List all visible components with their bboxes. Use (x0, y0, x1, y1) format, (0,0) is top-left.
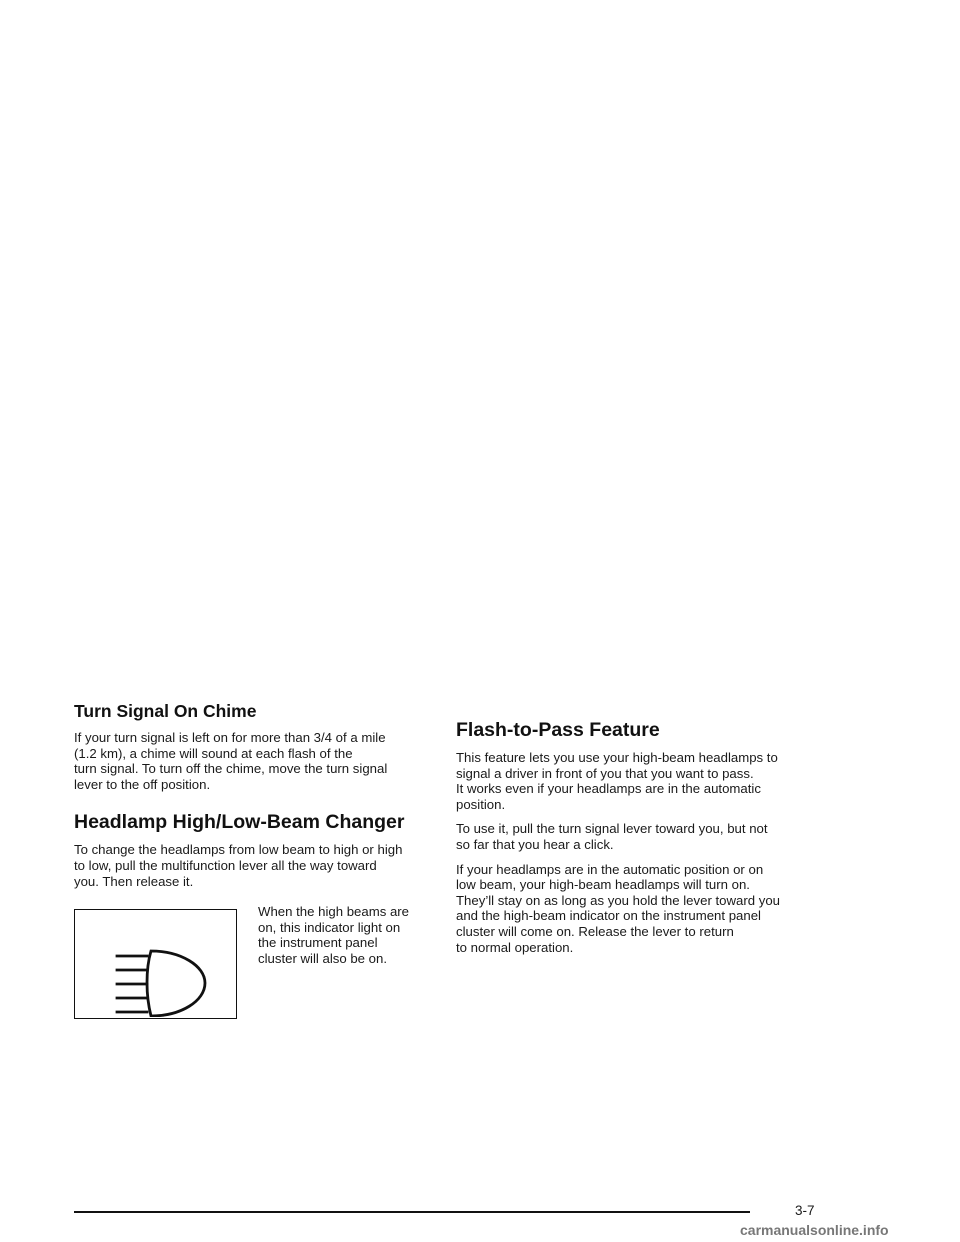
high-beam-indicator-icon (74, 909, 237, 1019)
right-column (456, 700, 826, 955)
headlamp-changer-heading: Headlamp High/Low-Beam Changer (74, 811, 405, 834)
page-number: 3-7 (795, 1203, 815, 1218)
left-column (74, 700, 436, 1024)
headlamp-changer-section (74, 810, 436, 1024)
turn-signal-chime-text: If your turn signal is left on for more than 3/4 of a mile (1.2 km), a chime will sound at each flash of the turn signal. To turn off the chime, move the turn signal lever to the off position. (74, 730, 388, 792)
watermark: carmanualsonline.info (740, 1222, 889, 1238)
turn-signal-chime-heading: Turn Signal On Chime (74, 701, 257, 721)
headlamp-changer-text: To change the headlamps from low beam to high or high to low, pull the multifunction lever all the way toward you. Then release it. (74, 842, 403, 889)
turn-signal-chime-section (74, 700, 436, 792)
flash-to-pass-heading: Flash-to-Pass Feature (456, 719, 660, 741)
high-beam-caption: When the high beams are on, this indicator light on the instrument panel cluster will also be on. (258, 904, 410, 966)
high-beam-figure (74, 904, 436, 1024)
flash-to-pass-paragraph-2: To use it, pull the turn signal lever toward you, but not so far that you hear a click. (456, 821, 768, 852)
flash-to-pass-paragraph-1: This feature lets you use your high-beam headlamps to signal a driver in front of you that you want to pass. It works even if your headlamps are in the automatic position. (456, 750, 778, 812)
flash-to-pass-paragraph-3: If your headlamps are in the automatic position or on low beam, your high-beam headlamps will turn on. They’ll stay on as long as you hold the lever toward you and the high-beam indicator on the instrument panel cluster will come on. Release the lever to return to normal operation. (456, 861, 781, 955)
flash-to-pass-section (456, 718, 826, 955)
footer-rule (74, 1211, 750, 1213)
